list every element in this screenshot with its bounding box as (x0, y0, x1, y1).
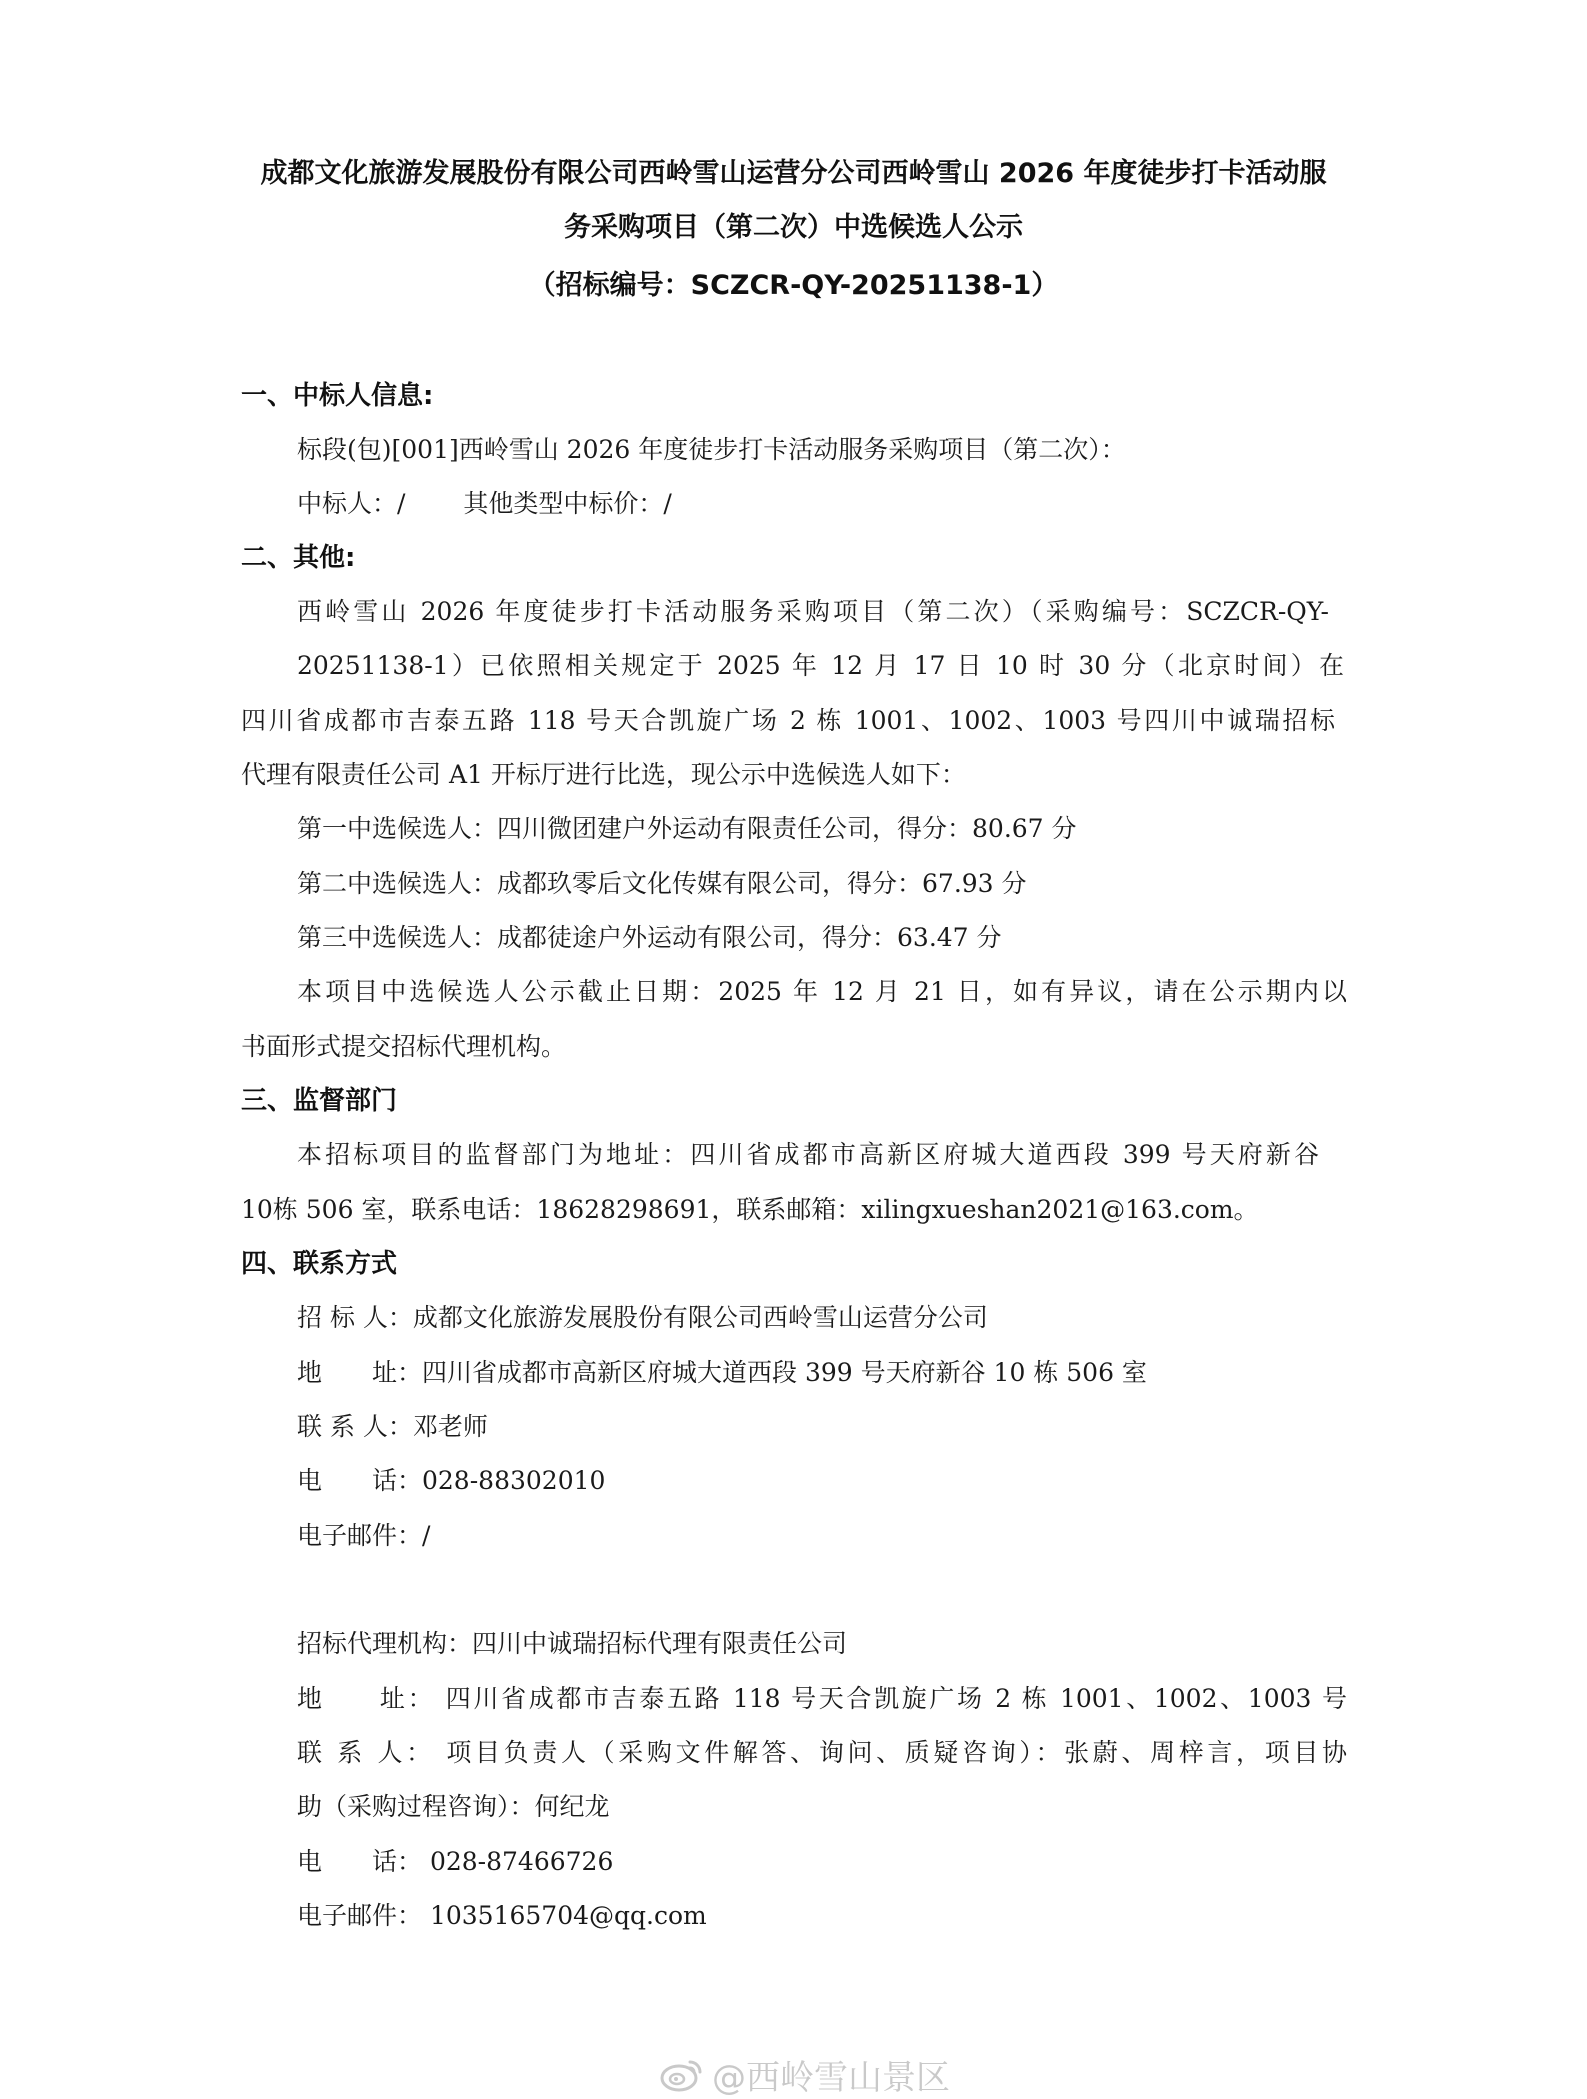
agency-contact-cont: 助（采购过程咨询）：何纪龙 (297, 1792, 610, 1821)
candidate-2: 第二中选候选人：成都玖零后文化传媒有限公司，得分：67.93 分 (297, 869, 1027, 898)
paragraph-line: 四川省成都市吉泰五路 118 号天合凯旋广场 2 栋 1001、1002、1003 号四川中诚瑞招标 (241, 706, 1335, 735)
tenderer-address: 地 址：四川省成都市高新区府城大道西段 399 号天府新谷 10 栋 506 室 (297, 1358, 1147, 1387)
deadline-line: 本项目中选候选人公示截止日期：2025 年 12 月 21 日，如有异议，请在公示期内以 (297, 977, 1347, 1006)
winner-line: 中标人：/ 其他类型中标价：/ (297, 489, 672, 518)
section-heading-contact: 四、联系方式 (241, 1249, 398, 1279)
section-heading-other: 二、其他: (241, 543, 356, 573)
lot-line: 标段(包)[001]西岭雪山 2026 年度徒步打卡活动服务采购项目（第二次）： (297, 435, 1126, 464)
paragraph-line: 代理有限责任公司 A1 开标厅进行比选，现公示中选候选人如下： (241, 760, 966, 789)
agency-contact: 联 系 人： 项目负责人（采购文件解答、询问、质疑咨询）：张蔚、周梓言，项目协 (297, 1738, 1347, 1767)
agency-name: 招标代理机构：四川中诚瑞招标代理有限责任公司 (297, 1629, 848, 1658)
candidate-1: 第一中选候选人：四川微团建户外运动有限责任公司，得分：80.67 分 (297, 814, 1077, 843)
tender-code: （招标编号：SCZCR-QY-20251138-1） (528, 270, 1059, 301)
section-heading-supervision: 三、监督部门 (241, 1086, 398, 1116)
tenderer-email: 电子邮件：/ (297, 1521, 431, 1550)
weibo-icon (660, 2056, 704, 2092)
agency-email: 电子邮件： 1035165704@qq.com (297, 1901, 707, 1930)
deadline-line: 书面形式提交招标代理机构。 (241, 1032, 567, 1061)
watermark-text: @西岭雪山景区 (712, 2057, 950, 2098)
tenderer-phone: 电 话：028-88302010 (297, 1466, 606, 1495)
tenderer-name: 招 标 人：成都文化旅游发展股份有限公司西岭雪山运营分公司 (297, 1303, 988, 1332)
candidate-3: 第三中选候选人：成都徒途户外运动有限公司，得分：63.47 分 (297, 923, 1002, 952)
supervision-line: 本招标项目的监督部门为地址：四川省成都市高新区府城大道西段 399 号天府新谷 (297, 1140, 1319, 1169)
supervision-line: 10栋 506 室，联系电话：18628298691，联系邮箱：xilingxueshan2021@163.com。 (241, 1195, 1259, 1224)
section-heading-winner-info: 一、中标人信息: (241, 381, 434, 411)
agency-phone: 电 话： 028-87466726 (297, 1847, 614, 1876)
tenderer-contact: 联 系 人：邓老师 (297, 1412, 488, 1441)
title-line-2: 务采购项目（第二次）中选候选人公示 (564, 212, 1023, 243)
agency-address: 地 址： 四川省成都市吉泰五路 118 号天合凯旋广场 2 栋 1001、1002、1003 号 (297, 1684, 1347, 1713)
watermark (660, 2052, 950, 2096)
title-line-1: 成都文化旅游发展股份有限公司西岭雪山运营分公司西岭雪山 2026 年度徒步打卡活动服 (260, 158, 1327, 189)
paragraph-line: 20251138-1）已依照相关规定于 2025 年 12 月 17 日 10 时 30 分（北京时间）在 (297, 651, 1344, 680)
paragraph-line: 西岭雪山 2026 年度徒步打卡活动服务采购项目（第二次）（采购编号：SCZCR-QY- (297, 597, 1329, 626)
